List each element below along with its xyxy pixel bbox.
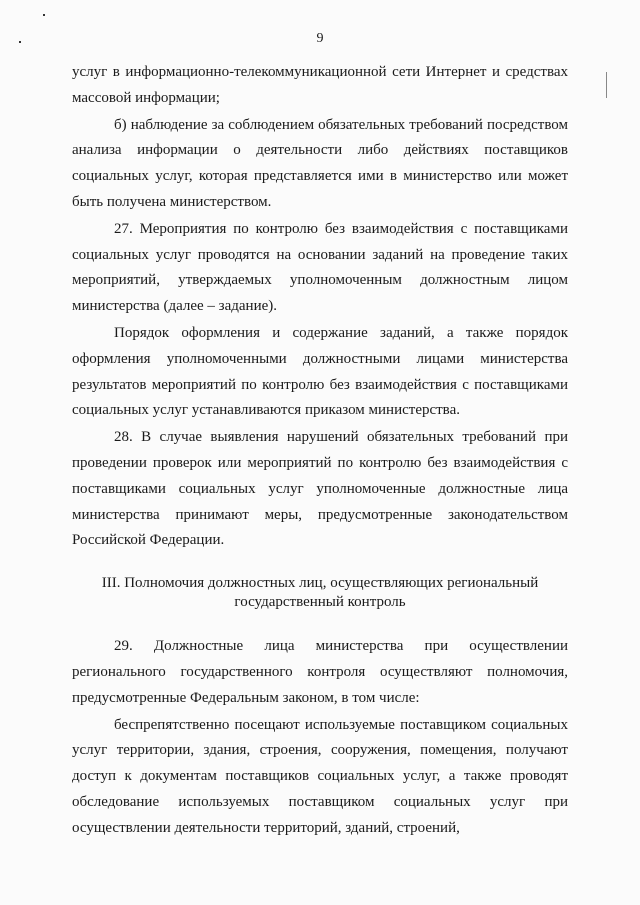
section-heading <box>72 574 568 612</box>
scan-mark <box>19 41 21 43</box>
paragraph: 27. Мероприятия по контролю без взаимодействия с поставщиками социальных услуг проводятся на основании заданий на проведение таких мероприятий, утверждаемых уполномоченным должностным лицом министерства (далее – задание). <box>72 220 568 315</box>
paragraph: беспрепятственно посещают используемые поставщиком социальных услуг территории, здания, строения, сооружения, помещения, получают доступ к документам поставщиков социальных услуг, а также проводят обследование используемых поставщиком социальных услуг при осуществлении деятельности территорий, зданий, строений, <box>72 716 568 836</box>
paragraph: Порядок оформления и содержание заданий, а также порядок оформления уполномоченными должностными лицами министерства результатов мероприятий по контролю без взаимодействия с поставщиками социальных услуг устанавливаются приказом министерства. <box>72 324 568 419</box>
scan-mark <box>43 14 45 16</box>
document-body <box>72 60 568 843</box>
paragraph: 29. Должностные лица министерства при осуществлении регионального государственного контроля осуществляют полномочия, предусмотренные Федеральным законом, в том числе: <box>72 638 568 706</box>
margin-line <box>606 72 607 98</box>
paragraph: услуг в информационно-телекоммуникационной сети Интернет и средствах массовой информации; <box>72 64 568 106</box>
section-heading-line: государственный контроль <box>234 594 406 611</box>
paragraph: 28. В случае выявления нарушений обязательных требований при проведении проверок или мероприятий по контролю без взаимодействия с поставщиками социальных услуг уполномоченные должностные лица министерства принимают меры, предусмотренные законодательством Российской Федерации. <box>72 429 568 549</box>
paragraph: б) наблюдение за соблюдением обязательных требований посредством анализа информации о деятельности либо действиях поставщиков социальных услуг, которая представляется ими в министерство или может быть получена министерством. <box>72 116 568 210</box>
page-number: 9 <box>316 31 324 46</box>
section-heading-line: III. Полномочия должностных лиц, осуществляющих региональный <box>101 575 539 592</box>
